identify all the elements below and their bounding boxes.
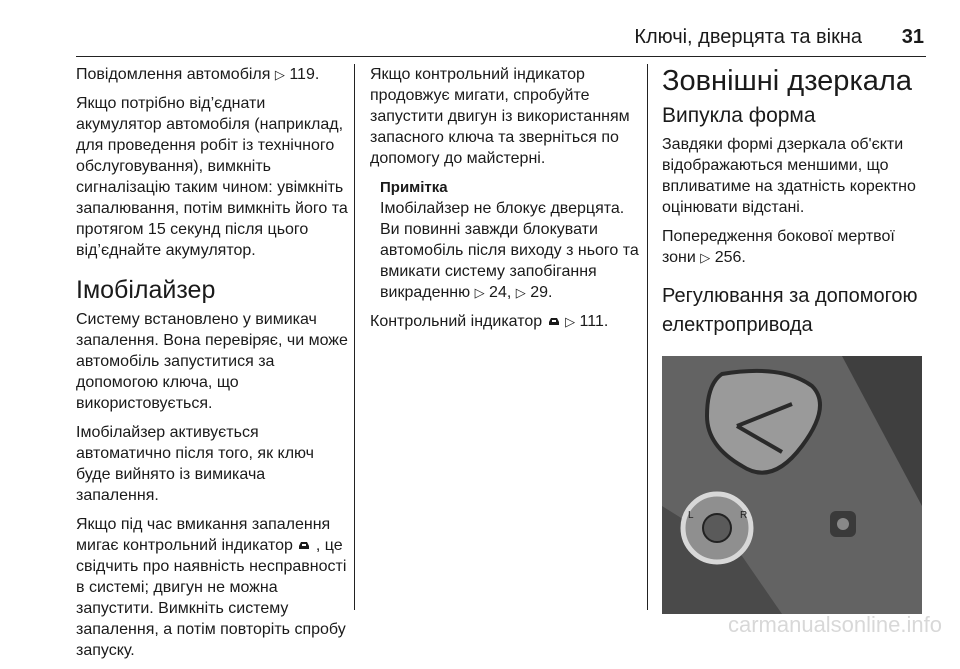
column-middle [370,64,640,340]
paragraph-text: Повідомлення автомобіля [76,66,271,83]
mirror-right-label: R [740,510,748,521]
paragraph: Якщо потрібно від’єднати акумулятор автомобіля (наприклад, для проведення робіт із технічного обслуговування), вимкніть сигналізацію таким чином: увімкніть запалювання, потім вимкніть його та протягом 15 секунд після цього від’єднайте акумулятор. [76,95,348,259]
reference-arrow-icon: ▷ [274,67,285,82]
watermark: carmanualsonline.info [727,612,942,637]
paragraph: Якщо контрольний індикатор продовжує мигати, спробуйте запустити двигун із використанням запасного ключа та зверніться по допомогу до майстерні. [370,66,630,167]
paragraph-text: Попередження бокової мертвої зони [662,228,895,266]
paragraph: Завдяки формі дзеркала об'єкти відображаються меншими, що впливатиме на здатність коректно оцінювати відстані. [662,136,916,216]
mirror-left-label: L [688,510,694,521]
reference-arrow-icon: ▷ [565,314,576,329]
reference-arrow-icon: ▷ [700,250,711,265]
paragraph [370,311,640,332]
paragraph [76,64,348,85]
paragraph-text: , це свідчить про наявність несправності в системі; двигун не можна запустити. Вимкніть систему запалення, а потім повторіть спробу запуску. [76,537,347,659]
page-number: 31 [901,26,924,48]
car-key-indicator-icon [547,315,561,327]
page-reference[interactable]: 111. [579,313,609,330]
column-left [76,64,348,669]
car-key-indicator-icon [297,539,311,551]
paragraph [76,514,348,661]
page-reference[interactable]: 119. [289,66,320,83]
note-block [370,177,640,303]
reference-arrow-icon: ▷ [474,285,485,300]
section-heading: Регулювання за допомогою електропривода [662,285,918,336]
column-right [662,64,932,620]
header-divider [76,56,926,57]
paragraph-text: Контрольний індикатор [370,313,543,330]
chapter-title: Ключі, дверцята та вікна [634,26,862,48]
paragraph: Систему встановлено у вимикач запалення. Вона перевіряє, чи може автомобіль запуститися за допомогою ключа, що використовується. [76,311,348,412]
note-title: Примітка [380,179,448,196]
page-reference[interactable]: 256. [714,249,746,266]
column-divider [354,64,355,610]
note-text [380,198,640,303]
paragraph-text: Якщо під час вмикання запалення мигає контрольний індикатор [76,516,331,554]
section-title: Зовнішні дзеркала [662,65,912,97]
page-reference[interactable]: 24, [489,284,512,301]
section-heading: Імобілайзер [76,276,216,304]
paragraph: Імобілайзер активується автоматично після того, як ключ буде вийнято із вимикача запалення. [76,424,315,504]
reference-arrow-icon: ▷ [515,285,526,300]
mirror-control-figure [662,356,922,614]
page-header [0,26,960,56]
page-reference[interactable]: 29. [530,284,553,301]
column-divider [647,64,648,610]
subsection-title: Випукла форма [662,104,816,127]
paragraph-text: Імобілайзер не блокує дверцята. Ви повинні завжди блокувати автомобіль після виходу з нього та вмикати систему запобігання викраденню [380,200,639,301]
paragraph [662,226,932,268]
